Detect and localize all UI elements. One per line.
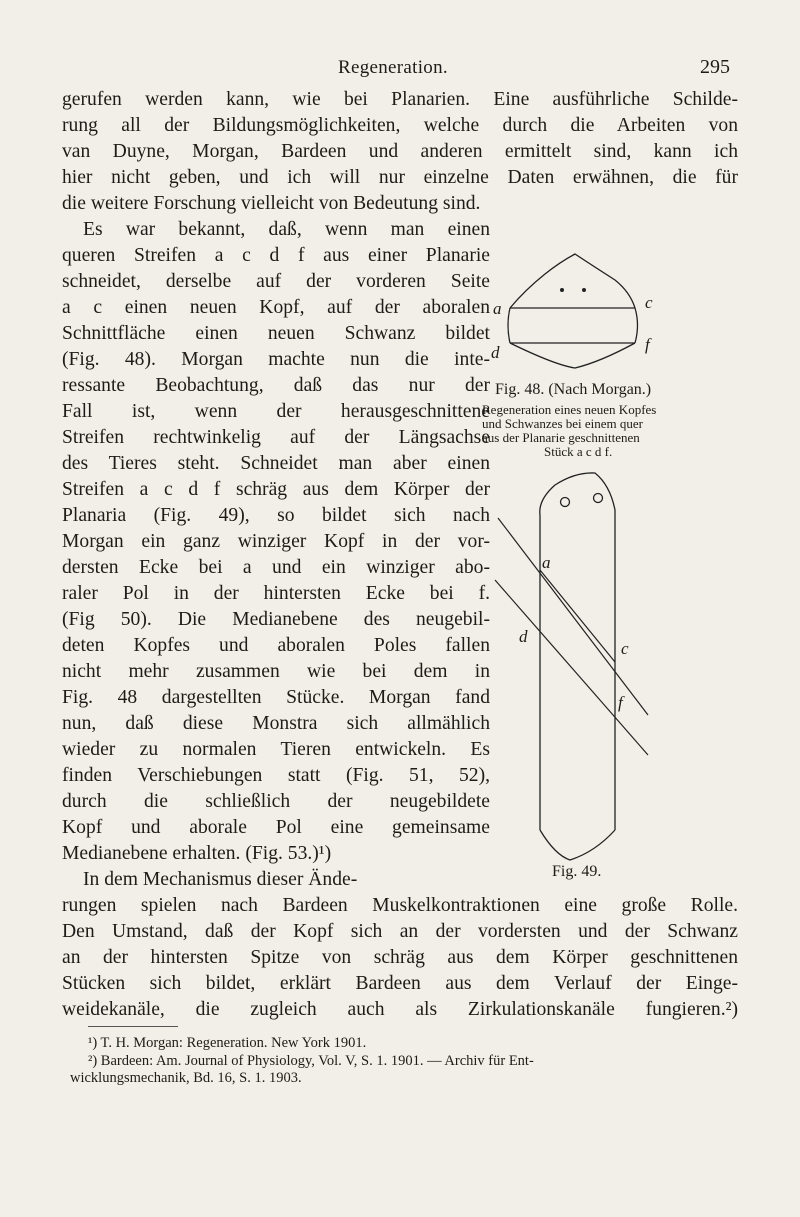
fig49-caption: Fig. 49. [552,863,602,880]
fig48-caption-line: aus der Planarie geschnittenen [482,430,640,445]
body-line: wieder zu normalen Tieren entwickeln. Es [62,739,490,760]
footnote-divider [88,1026,178,1027]
body-line: raler Pol in der hintersten Ecke bei f. [62,583,490,604]
body-line: Planaria (Fig. 49), so bildet sich nach [62,505,490,526]
body-line: Medianebene erhalten. (Fig. 53.)¹) [62,843,332,864]
body-line: Fig. 48 dargestellten Stücke. Morgan fand [62,687,490,708]
fig49-label-d: d [519,627,528,646]
footnote-1: ¹) T. H. Morgan: Regeneration. New York 1901. [88,1035,367,1051]
figure-48-drawing [465,250,685,360]
body-line: nicht mehr zusammen wie bei dem in [62,661,490,682]
fig48-caption-title: Fig. 48. (Nach Morgan.) [495,381,652,398]
body-line: Schnittfläche einen neuen Schwanz bildet [62,323,490,344]
fig49-label-c: c [621,639,629,658]
body-line: rungen spielen nach Bardeen Muskelkontraktionen eine große Rolle. [62,895,738,916]
body-line: nun, daß diese Monstra sich allmählich [62,713,490,734]
fig49-label-a: a [542,553,551,572]
fig48-caption-line: Stück a c d f. [544,444,613,459]
body-line: Morgan ein ganz winziger Kopf in der vor- [62,531,490,552]
fig48-label-a: a [493,299,502,318]
body-line: schneidet, derselbe auf der vorderen Seite [62,271,490,292]
fig48-label-d: d [491,343,500,362]
body-line: In dem Mechanismus dieser Ände- [83,869,358,890]
body-line: Den Umstand, daß der Kopf sich an der vordersten und der Schwanz [62,921,738,942]
fig49-label-f: f [618,693,623,712]
body-line: van Duyne, Morgan, Bardeen und anderen ermittelt sind, kann ich [62,141,738,162]
body-line: hier nicht geben, und ich will nur einzelne Daten erwähnen, die für [62,167,738,188]
body-line: gerufen werden kann, wie bei Planarien. Eine ausführliche Schilde- [62,89,738,110]
body-line: die weitere Forschung vielleicht von Bedeutung sind. [62,193,481,214]
body-line: ressante Beobachtung, daß das nur der [62,375,490,396]
body-line: Fall ist, wenn der herausgeschnittene [62,401,490,422]
fig48-label-c: c [645,293,653,312]
page-number: 295 [700,56,730,78]
body-line: Streifen rechtwinkelig auf der Längsachse [62,427,490,448]
footnote-2: ²) Bardeen: Am. Journal of Physiology, Vol. V, S. 1. 1901. — Archiv für Ent- [88,1053,534,1069]
fig48-label-f: f [645,335,650,354]
body-line: a c einen neuen Kopf, auf der aboralen [62,297,490,318]
body-line: Stücken sich bildet, erklärt Bardeen aus dem Verlauf der Einge- [62,973,738,994]
figure-49-drawing [500,470,660,870]
body-line: an der hintersten Spitze von schräg aus dem Körper geschnittenen [62,947,738,968]
body-line: Streifen a c d f schräg aus dem Körper der [62,479,490,500]
body-line: finden Verschiebungen statt (Fig. 51, 52), [62,765,490,786]
body-line: durch die schließlich der neugebildete [62,791,490,812]
running-header: Regeneration. [338,57,448,78]
body-line: dersten Ecke bei a und ein winziger abo- [62,557,490,578]
body-line: Es war bekannt, daß, wenn man einen [83,219,490,240]
body-line: des Tieres steht. Schneidet man aber einen [62,453,490,474]
fig48-caption-line: Regeneration eines neuen Kopfes [482,402,657,417]
fig48-caption-line: und Schwanzes bei einem quer [482,416,644,431]
body-line: (Fig. 48). Morgan machte nun die inte- [62,349,490,370]
body-line: (Fig 50). Die Medianebene des neugebil- [62,609,490,630]
body-line: Kopf und aborale Pol eine gemeinsame [62,817,490,838]
body-line: deten Kopfes und aboralen Poles fallen [62,635,490,656]
body-line: weidekanäle, die zugleich auch als Zirkulationskanäle fungieren.²) [62,999,738,1020]
footnote-2-continued: wicklungsmechanik, Bd. 16, S. 1. 1903. [70,1070,302,1086]
body-line: queren Streifen a c d f aus einer Planarie [62,245,490,266]
body-line: rung all der Bildungsmöglichkeiten, welche durch die Arbeiten von [62,115,738,136]
